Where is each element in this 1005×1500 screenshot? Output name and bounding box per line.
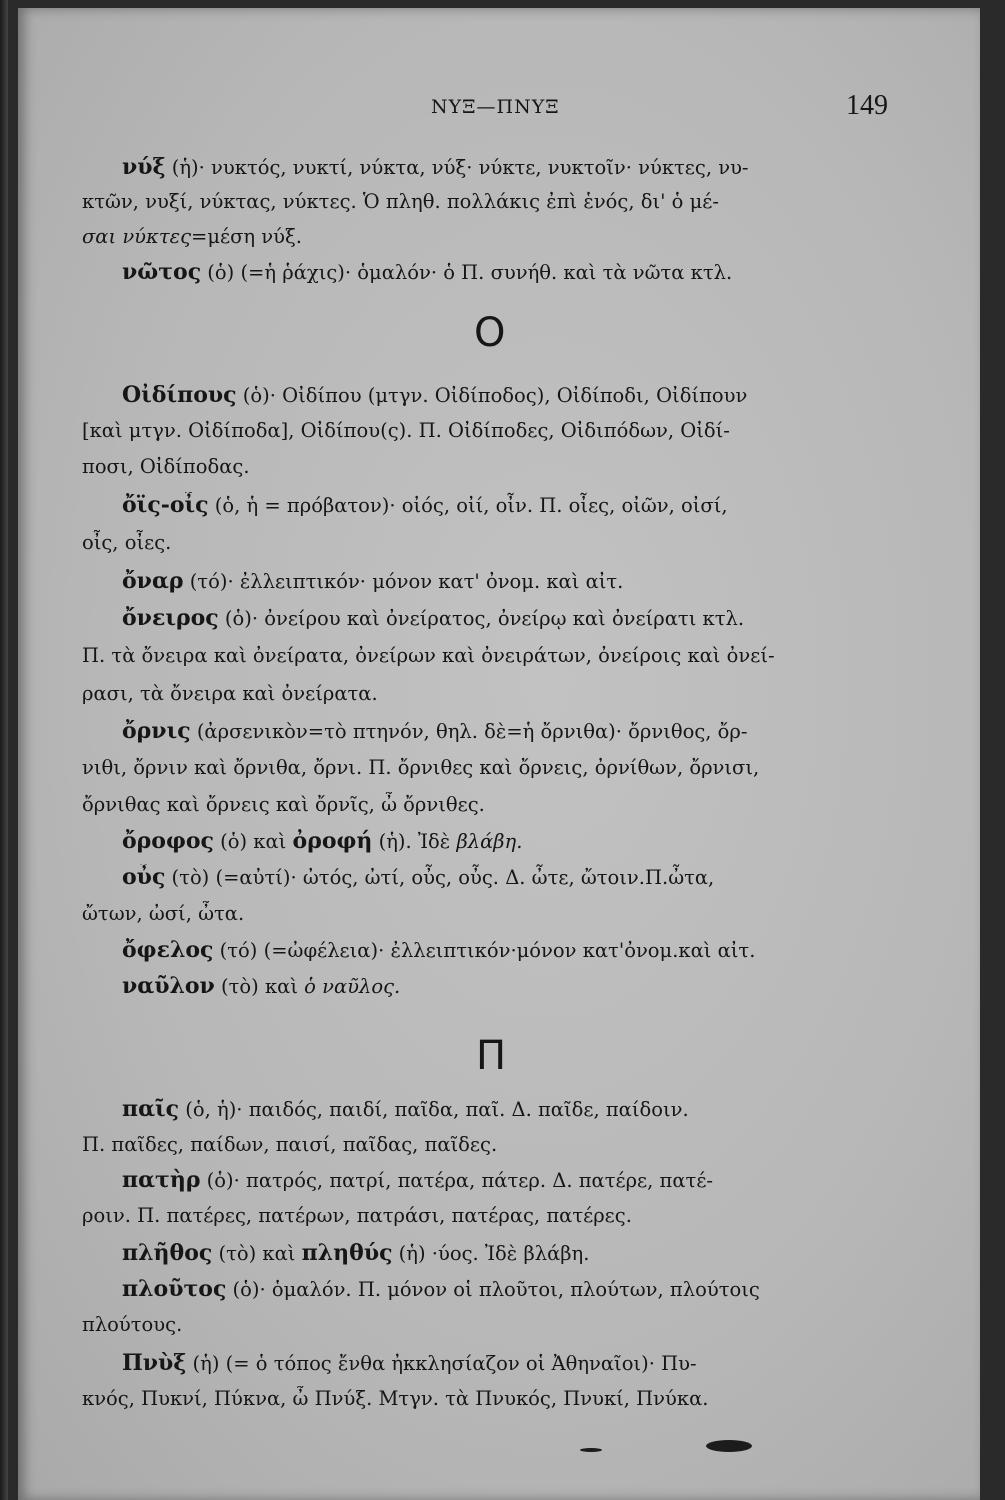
italic-text: βλάβη. <box>456 830 523 853</box>
entry-text: (τό) (=ὠφέλεια)· ἐλλειπτικόν·μόνον κατ'ὀνομ.καὶ αἰτ. <box>213 939 756 962</box>
entry-line <box>82 755 872 781</box>
entry-line <box>82 1312 872 1338</box>
entry-line <box>82 418 872 444</box>
entry-text: (ὁ)· ὀνείρου καὶ ὀνείρατος, ὀνείρῳ καὶ ὀνείρατι κτλ. <box>218 607 745 630</box>
entry-text: (ὁ)· ὁμαλόν. Π. μόνον οἱ πλοῦτοι, πλούτων, πλούτοις <box>226 1278 760 1301</box>
entry-text: ποσι, Οἰδίποδας. <box>82 455 250 478</box>
headword: ναῦλον <box>122 973 215 999</box>
headword: ὀροφή <box>292 828 373 854</box>
entry-line <box>122 828 912 855</box>
entry-line <box>82 189 872 215</box>
entry-text: οἶς, οἶες. <box>82 531 172 554</box>
headword: ὄνειρος <box>122 605 219 631</box>
entry-text: ὄρνιθας καὶ ὄρνεις καὶ ὄρνῖς, ὦ ὄρνιθες. <box>82 793 485 816</box>
entry-text: (ἡ) (= ὁ τόπος ἔνθα ἠκκλησίαζον οἱ Ἀθηναῖοι)· Πυ- <box>186 1352 697 1375</box>
entry-line <box>122 937 912 964</box>
entry-text: κνός, Πυκνί, Πύκνα, ὦ Πνύξ. Μτγν. τὰ Πνυκός, Πνυκί, Πνύκα. <box>82 1387 709 1410</box>
italic-text: ὁ ναῦλος. <box>304 975 401 998</box>
entry-line <box>122 1096 912 1123</box>
headword: πλῆθος <box>122 1240 213 1266</box>
entry-line <box>82 681 872 707</box>
headword: ὄναρ <box>122 568 184 594</box>
book-page <box>18 8 980 1500</box>
entry-text: νιθι, ὄρνιν καὶ ὄρνιθα, ὄρνι. Π. ὄρνιθες καὶ ὄρνεις, ὀρνίθων, ὄρνισι, <box>82 756 760 779</box>
section-letter-o: O <box>474 310 506 356</box>
entry-line <box>122 718 912 745</box>
entry-text: (τό)· ἐλλειπτικόν· μόνον κατ' ὀνομ. καὶ αἰτ. <box>183 570 624 593</box>
entry-line <box>82 530 872 556</box>
entry-line <box>122 154 912 181</box>
headword: οὖς <box>122 864 166 890</box>
entry-line <box>122 259 912 286</box>
page-number: 149 <box>846 90 888 121</box>
entry-text: (ἡ)· νυκτός, νυκτί, νύκτα, νύξ· νύκτε, νυκτοῖν· νύκτες, νυ- <box>165 156 749 179</box>
entry-line <box>82 1386 872 1412</box>
entry-text: =μέση νύξ. <box>191 225 302 248</box>
headword: ὄροφος <box>122 828 214 854</box>
headword: νῶτος <box>122 259 202 285</box>
entry-text: (ὁ) καὶ <box>213 830 293 853</box>
entry-line <box>122 864 912 891</box>
entry-text: (τὸ) καὶ <box>214 975 305 998</box>
entry-line <box>122 973 912 1000</box>
entry-line <box>122 1167 912 1194</box>
entry-text: Π. παῖδες, παίδων, παισί, παῖδας, παῖδες. <box>82 1133 498 1156</box>
headword: ὄφελος <box>122 937 214 963</box>
entry-line <box>82 643 872 669</box>
entry-line <box>122 568 912 595</box>
entry-text: πλούτους. <box>82 1313 183 1336</box>
headword: παῖς <box>122 1096 180 1122</box>
entry-line <box>82 1132 872 1158</box>
entry-text: (ἀρσενικὸν=τὸ πτηνόν, θηλ. δὲ=ἡ ὄρνιθα)· ὄρνιθος, ὄρ- <box>190 720 748 743</box>
headword: Οἰδίπους <box>122 382 237 408</box>
headword: ὄρνις <box>122 718 191 744</box>
entry-text: (ὁ)· Οἰδίπου (μτγν. Οἰδίποδος), Οἰδίποδι, Οἰδίπουν <box>236 384 748 407</box>
entry-line <box>122 605 912 632</box>
entry-line <box>122 1240 912 1267</box>
entry-text: (ἡ). Ἰδὲ <box>372 830 457 853</box>
headword: Πνὺξ <box>122 1350 187 1376</box>
entry-text: (τὸ) καὶ <box>212 1242 302 1265</box>
entry-line <box>122 492 912 519</box>
entry-line <box>82 224 872 250</box>
entry-line <box>122 1350 912 1377</box>
headword: ὄϊς-οἶς <box>122 492 209 518</box>
headword: πληθύς <box>301 1240 393 1266</box>
entry-text: (ὁ) (=ἡ ῥάχις)· ὁμαλόν· ὁ Π. συνήθ. καὶ τὰ νῶτα κτλ. <box>201 261 733 284</box>
italic-text: σαι νύκτες <box>82 225 191 248</box>
entry-text: [καὶ μτγν. Οἰδίποδα], Οἰδίπου(ς). Π. Οἰδίποδες, Οἰδιπόδων, Οἰδί- <box>82 419 730 442</box>
section-letter-pi: Π <box>476 1033 507 1079</box>
entry-line <box>82 901 872 927</box>
entry-text: ρασι, τὰ ὄνειρα καὶ ὀνείρατα. <box>82 682 378 705</box>
ink-blot <box>706 1440 752 1452</box>
entry-line <box>122 382 912 409</box>
headword: νύξ <box>122 154 166 180</box>
entry-line <box>122 1276 912 1303</box>
entry-line <box>82 1203 872 1229</box>
entry-text: Π. τὰ ὄνειρα καὶ ὀνείρατα, ὀνείρων καὶ ὀνειράτων, ὀνείροις καὶ ὀνεί- <box>82 644 775 667</box>
entry-text: (ὁ, ἡ = πρόβατον)· οἰός, οἰί, οἶν. Π. οἶες, οἰῶν, οἰσί, <box>208 494 728 517</box>
entry-text: (ὁ)· πατρός, πατρί, πατέρα, πάτερ. Δ. πατέρε, πατέ- <box>200 1169 714 1192</box>
entry-line <box>82 792 872 818</box>
running-head: ΝΥΞ—ΠΝΥΞ <box>431 96 560 118</box>
entry-text: (ὁ, ἡ)· παιδός, παιδί, παῖδα, παῖ. Δ. παῖδε, παίδοιν. <box>179 1098 689 1121</box>
headword: πλοῦτος <box>122 1276 227 1302</box>
entry-text: (ἡ) ·ύος. Ἰδὲ βλάβη. <box>392 1242 590 1265</box>
entry-text: (τὸ) (=αὐτί)· ὠτός, ὠτί, οὖς, οὖς. Δ. ὦτε, ὤτοιν.Π.ὦτα, <box>165 866 715 889</box>
entry-text: ὤτων, ὠσί, ὦτα. <box>82 902 245 925</box>
entry-text: κτῶν, νυξί, νύκτας, νύκτες. Ὁ πληθ. πολλάκις ἐπὶ ἑνός, δι' ὁ μέ- <box>82 190 719 213</box>
entry-line <box>82 454 872 480</box>
entry-text: ροιν. Π. πατέρες, πατέρων, πατράσι, πατέρας, πατέρες. <box>82 1204 632 1227</box>
binding-edge <box>0 0 8 1500</box>
ink-mark <box>580 1448 602 1452</box>
headword: πατὴρ <box>122 1167 201 1193</box>
